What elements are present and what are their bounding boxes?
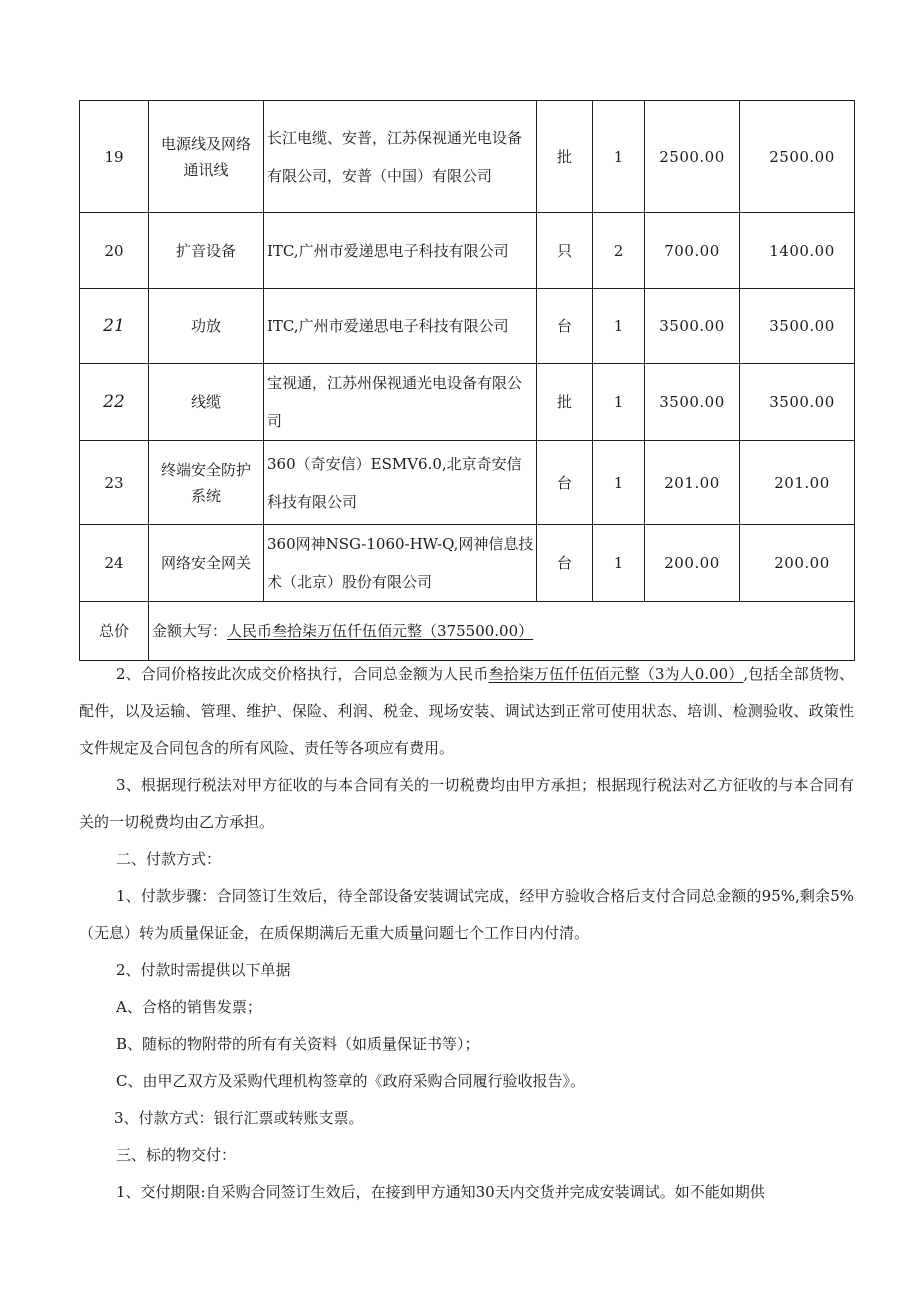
item-unit: 台 xyxy=(537,525,593,602)
section-heading-payment: 二、付款方式： xyxy=(116,850,222,868)
item-name xyxy=(149,525,264,602)
item-name-line: 线缆 xyxy=(190,393,221,411)
table-row xyxy=(80,101,855,213)
table-row xyxy=(80,289,855,364)
item-name xyxy=(149,364,264,441)
item-unit: 批 xyxy=(537,364,593,441)
item-name-line: 功放 xyxy=(190,317,221,335)
item-name-line: 终端安全防护 xyxy=(160,460,251,479)
total-row xyxy=(80,602,855,661)
row-number: 19 xyxy=(80,101,149,213)
item-name xyxy=(149,441,264,525)
item-name-line: 电源线及网络 xyxy=(160,134,251,153)
item-unit-price: 700.00 xyxy=(645,213,740,289)
row-number: 24 xyxy=(80,525,149,602)
item-name-line: 通讯线 xyxy=(183,160,229,179)
item-name-line: 网络安全网关 xyxy=(160,554,251,572)
item-quantity: 1 xyxy=(593,289,645,364)
item-total: 3500.00 xyxy=(740,364,855,441)
item-brand: ITC,广州市爱递思电子科技有限公司 xyxy=(264,289,537,364)
payment-method: 3、付款方式：银行汇票或转账支票。 xyxy=(114,1109,364,1127)
total-amount: 人民币叁拾柒万伍仟伍佰元整（375500.00） xyxy=(227,622,534,640)
item-brand: 宝视通，江苏州保视通光电设备有限公司 xyxy=(264,364,537,441)
tax-clause: 3、根据现行税法对甲方征收的与本合同有关的一切税费均由甲方承担；根据现行税法对乙方征收的与本合同有关的一切税费均由乙方承担。 xyxy=(79,776,854,831)
item-quantity: 1 xyxy=(593,441,645,525)
item-name xyxy=(149,101,264,213)
item-unit: 批 xyxy=(537,101,593,213)
table-row xyxy=(80,364,855,441)
row-number: 20 xyxy=(80,213,149,289)
item-unit: 台 xyxy=(537,289,593,364)
payment-doc-c: C、由甲乙双方及采购代理机构签章的《政府采购合同履行验收报告》。 xyxy=(116,1072,585,1090)
item-unit-price: 3500.00 xyxy=(645,364,740,441)
row-number: 22 xyxy=(80,364,149,441)
item-unit: 台 xyxy=(537,441,593,525)
price-clause-rest: ,包括全部货物、配件，以及运输、管理、维护、保险、利润、税金、现场安装、调试达到正常可使用状态、培训、检测验收、政策性文件规定及合同包含的所有风险、责任等各项应有费用。 xyxy=(79,665,854,757)
item-name-line: 扩音设备 xyxy=(175,241,236,260)
item-quantity: 2 xyxy=(593,213,645,289)
item-quantity: 1 xyxy=(593,525,645,602)
payment-steps: 1、付款步骤：合同签订生效后，待全部设备安装调试完成，经甲方验收合格后支付合同总金额的95%,剩余5%（无息）转为质量保证金，在质保期满后无重大质量问题七个工作日内付清。 xyxy=(79,887,854,942)
contract-body xyxy=(79,656,854,1211)
total-prefix: 金额大写： xyxy=(152,622,228,640)
total-label: 总价 xyxy=(80,602,149,661)
item-unit-price: 201.00 xyxy=(645,441,740,525)
item-total: 201.00 xyxy=(740,441,855,525)
item-name-line: 系统 xyxy=(190,486,221,505)
table-row xyxy=(80,525,855,602)
row-number: 21 xyxy=(80,289,149,364)
payment-documents: 2、付款时需提供以下单据 xyxy=(116,961,291,979)
item-total: 200.00 xyxy=(740,525,855,602)
price-clause-amount: 叁拾柒万伍仟伍佰元整（3为人0.00） xyxy=(488,665,744,683)
item-quantity: 1 xyxy=(593,364,645,441)
item-name xyxy=(149,289,264,364)
total-amount-cell xyxy=(149,602,855,661)
item-unit: 只 xyxy=(537,213,593,289)
price-clause-lead: 2、合同价格按此次成交价格执行，合同总金额为人民币 xyxy=(116,665,489,683)
item-brand: 360（奇安信）ESMV6.0,北京奇安信科技有限公司 xyxy=(264,441,537,525)
delivery-term: 1、交付期限:自采购合同签订生效后，在接到甲方通知30天内交货并完成安装调试。如不能如期供 xyxy=(116,1183,765,1201)
row-number: 23 xyxy=(80,441,149,525)
item-name xyxy=(149,213,264,289)
payment-doc-a: A、合格的销售发票； xyxy=(116,998,262,1016)
item-unit-price: 200.00 xyxy=(645,525,740,602)
item-brand: 长江电缆、安普，江苏保视通光电设备有限公司，安普（中国）有限公司 xyxy=(264,101,537,213)
table-row xyxy=(80,441,855,525)
payment-doc-b: B、随标的物附带的所有有关资料（如质量保证书等）； xyxy=(116,1035,480,1053)
item-total: 3500.00 xyxy=(740,289,855,364)
item-quantity: 1 xyxy=(593,101,645,213)
item-unit-price: 3500.00 xyxy=(645,289,740,364)
price-clause xyxy=(79,656,854,767)
item-total: 2500.00 xyxy=(740,101,855,213)
table-row xyxy=(80,213,855,289)
item-brand: ITC,广州市爱递思电子科技有限公司 xyxy=(264,213,537,289)
item-total: 1400.00 xyxy=(740,213,855,289)
section-heading-delivery: 三、标的物交付： xyxy=(116,1146,237,1164)
item-brand: 360网神NSG-1060-HW-Q,网神信息技术（北京）股份有限公司 xyxy=(264,525,537,602)
item-unit-price: 2500.00 xyxy=(645,101,740,213)
items-table xyxy=(79,100,855,661)
